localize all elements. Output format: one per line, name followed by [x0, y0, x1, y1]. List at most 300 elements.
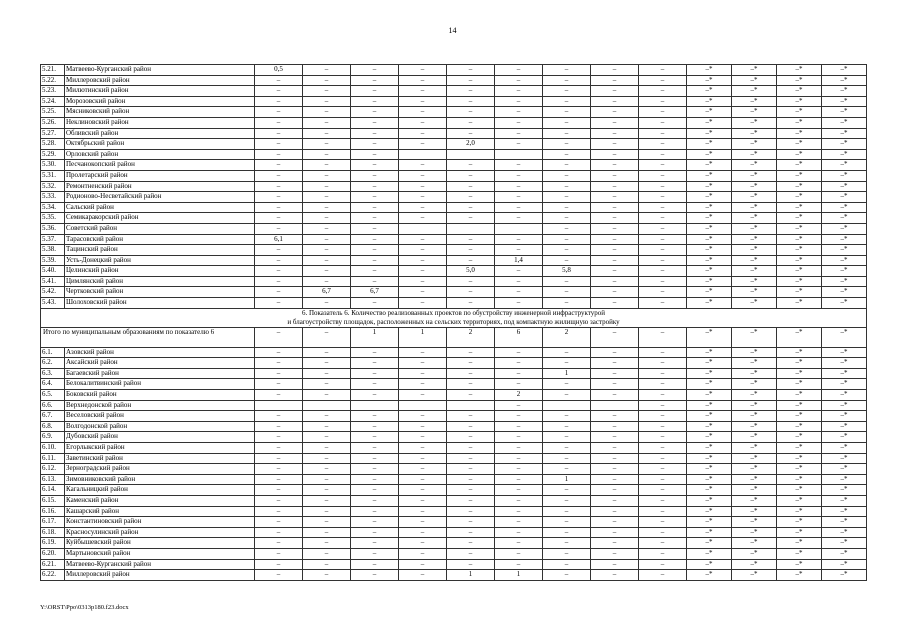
value-cell: –	[543, 234, 591, 245]
value-cell: –	[351, 128, 399, 139]
district-name: Зимовниковский район	[65, 474, 255, 485]
value-cell: –	[303, 65, 351, 76]
district-name: Кагальницкий район	[65, 485, 255, 496]
value-cell: –	[255, 390, 303, 401]
value-cell: –	[591, 570, 639, 581]
value-cell: –	[399, 474, 447, 485]
trail-cell: –*	[687, 464, 732, 475]
trail-cell: –*	[687, 358, 732, 369]
value-cell: –	[351, 245, 399, 256]
value-cell: –	[351, 548, 399, 559]
trail-cell: –*	[822, 559, 867, 570]
value-cell: –	[399, 266, 447, 277]
value-cell: –	[447, 234, 495, 245]
trail-cell: –*	[687, 181, 732, 192]
value-cell: –	[399, 390, 447, 401]
value-cell: –	[543, 170, 591, 181]
value-cell: –	[447, 390, 495, 401]
value-cell: –	[495, 128, 543, 139]
total-value: 6	[495, 327, 543, 347]
row-number: 6.21.	[41, 559, 65, 570]
trail-cell: –*	[777, 379, 822, 390]
value-cell: –	[639, 287, 687, 298]
value-cell: –	[255, 453, 303, 464]
district-name: Усть-Донецкий район	[65, 255, 255, 266]
row-number: 5.35.	[41, 213, 65, 224]
value-cell	[543, 400, 591, 411]
row-number: 6.7.	[41, 411, 65, 422]
value-cell: –	[639, 65, 687, 76]
value-cell: –	[303, 453, 351, 464]
value-cell: –	[495, 347, 543, 358]
value-cell	[495, 149, 543, 160]
value-cell: –	[495, 506, 543, 517]
value-cell: –	[591, 390, 639, 401]
value-cell: –	[351, 453, 399, 464]
value-cell: –	[591, 223, 639, 234]
value-cell: –	[255, 379, 303, 390]
value-cell: –	[351, 170, 399, 181]
value-cell: –	[591, 368, 639, 379]
trail-cell: –*	[687, 421, 732, 432]
value-cell: –	[255, 170, 303, 181]
value-cell: –	[351, 213, 399, 224]
value-cell: –	[639, 266, 687, 277]
value-cell: –	[591, 432, 639, 443]
trail-cell: –*	[732, 170, 777, 181]
value-cell: –	[543, 347, 591, 358]
value-cell: –	[495, 485, 543, 496]
value-cell: –	[639, 149, 687, 160]
value-cell: –	[591, 234, 639, 245]
value-cell: –	[639, 538, 687, 549]
value-cell: –	[399, 368, 447, 379]
value-cell: –	[303, 506, 351, 517]
trail-cell: –*	[777, 538, 822, 549]
value-cell: –	[495, 170, 543, 181]
value-cell: –	[399, 548, 447, 559]
trail-cell: –*	[687, 432, 732, 443]
value-cell: –	[447, 128, 495, 139]
value-cell: –	[447, 527, 495, 538]
value-cell: –	[543, 527, 591, 538]
value-cell: –	[495, 411, 543, 422]
value-cell: –	[399, 432, 447, 443]
value-cell: –	[255, 128, 303, 139]
value-cell: –	[399, 517, 447, 528]
trail-cell: –*	[777, 474, 822, 485]
district-name: Багаевский район	[65, 368, 255, 379]
table-row	[41, 379, 867, 390]
value-cell: –	[495, 266, 543, 277]
value-cell: –	[591, 527, 639, 538]
trail-cell: –*	[822, 495, 867, 506]
value-cell: –	[591, 266, 639, 277]
value-cell: –	[639, 443, 687, 454]
trail-cell: –*	[732, 117, 777, 128]
value-cell: –	[303, 379, 351, 390]
trail-cell: –*	[687, 117, 732, 128]
value-cell: –	[255, 368, 303, 379]
table-row	[41, 548, 867, 559]
trail-cell: –*	[822, 107, 867, 118]
value-cell: –	[255, 75, 303, 86]
value-cell: –	[543, 538, 591, 549]
total-value: 2	[543, 327, 591, 347]
value-cell: –	[495, 86, 543, 97]
value-cell: –	[495, 400, 543, 411]
value-cell: –	[255, 96, 303, 107]
row-number: 5.29.	[41, 149, 65, 160]
value-cell: –	[399, 538, 447, 549]
value-cell: –	[543, 149, 591, 160]
value-cell: –	[351, 181, 399, 192]
value-cell: –	[303, 160, 351, 171]
table-row	[41, 107, 867, 118]
trail-cell: –*	[732, 160, 777, 171]
value-cell: –	[447, 192, 495, 203]
value-cell: –	[399, 245, 447, 256]
value-cell: –	[639, 213, 687, 224]
value-cell: –	[303, 495, 351, 506]
value-cell: –	[351, 517, 399, 528]
trail-cell: –*	[777, 65, 822, 76]
value-cell: –	[303, 75, 351, 86]
trail-cell: –*	[732, 368, 777, 379]
trail-cell: –*	[822, 327, 867, 347]
trail-cell: –*	[687, 75, 732, 86]
district-name: Миллеровский район	[65, 570, 255, 581]
row-number: 5.26.	[41, 117, 65, 128]
value-cell: –	[351, 223, 399, 234]
row-number: 5.23.	[41, 86, 65, 97]
value-cell: –	[447, 559, 495, 570]
table-row	[41, 474, 867, 485]
table-row	[41, 223, 867, 234]
trail-cell: –*	[732, 464, 777, 475]
value-cell: –	[639, 181, 687, 192]
value-cell: –	[639, 245, 687, 256]
value-cell: –	[543, 245, 591, 256]
value-cell: –	[399, 464, 447, 475]
row-number: 6.19.	[41, 538, 65, 549]
value-cell: –	[255, 223, 303, 234]
district-name: Чертковский район	[65, 287, 255, 298]
value-cell: –	[351, 202, 399, 213]
value-cell: –	[447, 245, 495, 256]
trail-cell: –*	[822, 117, 867, 128]
district-name: Ремонтненский район	[65, 181, 255, 192]
trail-cell: –*	[732, 358, 777, 369]
district-name: Неклиновский район	[65, 117, 255, 128]
value-cell	[399, 400, 447, 411]
trail-cell: –*	[732, 75, 777, 86]
trail-cell: –*	[777, 485, 822, 496]
value-cell: –	[495, 298, 543, 309]
value-cell	[447, 400, 495, 411]
district-name: Боковский район	[65, 390, 255, 401]
table-row	[41, 464, 867, 475]
trail-cell: –*	[777, 327, 822, 347]
value-cell: –	[303, 432, 351, 443]
trail-cell: –*	[777, 298, 822, 309]
district-name: Зерноградский район	[65, 464, 255, 475]
value-cell: –	[351, 75, 399, 86]
row-number: 6.14.	[41, 485, 65, 496]
trail-cell: –*	[822, 453, 867, 464]
row-number: 5.33.	[41, 192, 65, 203]
value-cell: –	[351, 276, 399, 287]
value-cell: –	[255, 538, 303, 549]
table-row	[41, 443, 867, 454]
value-cell: –	[399, 170, 447, 181]
trail-cell: –*	[732, 517, 777, 528]
trail-cell: –*	[687, 517, 732, 528]
value-cell: –	[591, 181, 639, 192]
value-cell: 1	[543, 368, 591, 379]
footer-path: Y:\ORST\Ppo\0313p180.f23.docx	[40, 604, 129, 611]
value-cell: –	[591, 298, 639, 309]
value-cell: –	[399, 443, 447, 454]
value-cell: –	[399, 506, 447, 517]
value-cell: –	[543, 464, 591, 475]
value-cell: –	[495, 287, 543, 298]
value-cell: –	[447, 358, 495, 369]
total-row	[41, 327, 867, 347]
value-cell: –	[255, 255, 303, 266]
value-cell: –	[591, 245, 639, 256]
value-cell: –	[639, 559, 687, 570]
table-row	[41, 213, 867, 224]
trail-cell: –*	[777, 128, 822, 139]
value-cell: –	[255, 548, 303, 559]
trail-cell: –*	[732, 570, 777, 581]
trail-cell: –*	[822, 443, 867, 454]
trail-cell: –*	[822, 358, 867, 369]
trail-cell: –*	[687, 170, 732, 181]
trail-cell: –*	[732, 432, 777, 443]
value-cell: –	[303, 96, 351, 107]
value-cell: 5,0	[447, 266, 495, 277]
table-row	[41, 485, 867, 496]
value-cell: –	[447, 474, 495, 485]
trail-cell: –*	[732, 107, 777, 118]
value-cell: –	[255, 117, 303, 128]
trail-cell: –*	[777, 506, 822, 517]
value-cell: –	[591, 107, 639, 118]
value-cell: –	[639, 421, 687, 432]
value-cell: –	[447, 276, 495, 287]
value-cell: –	[351, 485, 399, 496]
row-number: 5.34.	[41, 202, 65, 213]
value-cell: –	[447, 485, 495, 496]
trail-cell: –*	[687, 149, 732, 160]
value-cell: –	[543, 213, 591, 224]
trail-cell: –*	[687, 298, 732, 309]
trail-cell: –*	[687, 107, 732, 118]
value-cell: –	[303, 538, 351, 549]
trail-cell: –*	[732, 453, 777, 464]
value-cell: –	[447, 170, 495, 181]
trail-cell: –*	[777, 421, 822, 432]
trail-cell: –*	[687, 255, 732, 266]
value-cell: –	[591, 170, 639, 181]
trail-cell: –*	[777, 411, 822, 422]
district-name: Азовский район	[65, 347, 255, 358]
value-cell: –	[255, 517, 303, 528]
trail-cell: –*	[777, 464, 822, 475]
value-cell: 1	[543, 474, 591, 485]
row-number: 6.5.	[41, 390, 65, 401]
trail-cell: –*	[777, 86, 822, 97]
table-row	[41, 421, 867, 432]
value-cell: –	[255, 287, 303, 298]
trail-cell: –*	[777, 213, 822, 224]
table-row	[41, 432, 867, 443]
value-cell: –	[543, 276, 591, 287]
value-cell: –	[639, 117, 687, 128]
value-cell: –	[255, 443, 303, 454]
district-name: Мартыновский район	[65, 548, 255, 559]
trail-cell: –*	[687, 495, 732, 506]
trail-cell: –*	[822, 517, 867, 528]
trail-cell: –*	[687, 160, 732, 171]
value-cell: –	[399, 485, 447, 496]
trail-cell: –*	[732, 276, 777, 287]
value-cell: –	[543, 421, 591, 432]
value-cell: –	[303, 517, 351, 528]
trail-cell: –*	[777, 234, 822, 245]
row-number: 5.37.	[41, 234, 65, 245]
value-cell: –	[351, 538, 399, 549]
value-cell: –	[255, 464, 303, 475]
value-cell: –	[447, 86, 495, 97]
value-cell: –	[351, 443, 399, 454]
row-number: 5.31.	[41, 170, 65, 181]
trail-cell: –*	[777, 287, 822, 298]
table-row	[41, 96, 867, 107]
trail-cell: –*	[732, 255, 777, 266]
value-cell: –	[495, 65, 543, 76]
trail-cell: –*	[822, 245, 867, 256]
value-cell: –	[303, 421, 351, 432]
trail-cell: –*	[732, 327, 777, 347]
value-cell: –	[447, 347, 495, 358]
trail-cell: –*	[732, 506, 777, 517]
row-number: 5.27.	[41, 128, 65, 139]
trail-cell: –*	[822, 527, 867, 538]
trail-cell: –*	[822, 368, 867, 379]
row-number: 5.38.	[41, 245, 65, 256]
row-number: 6.11.	[41, 453, 65, 464]
value-cell: –	[495, 160, 543, 171]
value-cell: –	[303, 474, 351, 485]
value-cell: –	[639, 86, 687, 97]
trail-cell: –*	[822, 149, 867, 160]
value-cell: –	[447, 213, 495, 224]
value-cell: –	[351, 347, 399, 358]
value-cell: –	[255, 213, 303, 224]
value-cell: –	[447, 160, 495, 171]
trail-cell: –*	[822, 379, 867, 390]
trail-cell: –*	[687, 347, 732, 358]
section-title-line-1: 6. Показатель 6. Количество реализованных проектов по обустройству инженерной инфраструктурой	[301, 308, 606, 317]
section-title-row	[41, 308, 867, 327]
table-row	[41, 368, 867, 379]
trail-cell: –*	[822, 139, 867, 150]
trail-cell: –*	[777, 96, 822, 107]
value-cell: –	[303, 347, 351, 358]
value-cell: –	[543, 570, 591, 581]
value-cell: –	[351, 96, 399, 107]
value-cell: –	[639, 400, 687, 411]
value-cell: –	[303, 181, 351, 192]
value-cell: –	[351, 192, 399, 203]
value-cell: –	[495, 181, 543, 192]
trail-cell: –*	[822, 160, 867, 171]
trail-cell: –*	[732, 202, 777, 213]
value-cell: –	[495, 559, 543, 570]
value-cell: –	[543, 181, 591, 192]
trail-cell: –*	[822, 347, 867, 358]
table-row	[41, 358, 867, 369]
value-cell: –	[591, 192, 639, 203]
value-cell: –	[447, 464, 495, 475]
value-cell: –	[303, 192, 351, 203]
value-cell: –	[495, 443, 543, 454]
value-cell: –	[591, 559, 639, 570]
value-cell: –	[591, 117, 639, 128]
value-cell	[351, 400, 399, 411]
value-cell: –	[255, 160, 303, 171]
value-cell: –	[351, 358, 399, 369]
value-cell: 0,5	[255, 65, 303, 76]
district-name: Шолоховский район	[65, 298, 255, 309]
value-cell: –	[591, 538, 639, 549]
value-cell: –	[447, 202, 495, 213]
value-cell: –	[447, 287, 495, 298]
value-cell: –	[351, 432, 399, 443]
trail-cell: –*	[732, 86, 777, 97]
value-cell: –	[639, 139, 687, 150]
district-name: Милютинский район	[65, 86, 255, 97]
trail-cell: –*	[777, 570, 822, 581]
district-name: Дубовский район	[65, 432, 255, 443]
section-title	[41, 308, 867, 327]
value-cell: –	[255, 149, 303, 160]
value-cell: –	[399, 255, 447, 266]
value-cell: –	[495, 139, 543, 150]
value-cell	[399, 149, 447, 160]
value-cell: –	[639, 255, 687, 266]
value-cell: –	[303, 128, 351, 139]
value-cell: –	[399, 527, 447, 538]
value-cell: –	[495, 548, 543, 559]
trail-cell: –*	[822, 255, 867, 266]
value-cell: –	[303, 149, 351, 160]
value-cell: –	[639, 570, 687, 581]
trail-cell: –*	[822, 96, 867, 107]
row-number: 6.1.	[41, 347, 65, 358]
value-cell: –	[543, 379, 591, 390]
value-cell: –	[303, 245, 351, 256]
value-cell: 2	[495, 390, 543, 401]
table-row	[41, 117, 867, 128]
value-cell: –	[303, 358, 351, 369]
trail-cell: –*	[732, 400, 777, 411]
value-cell: –	[639, 170, 687, 181]
value-cell: –	[399, 202, 447, 213]
